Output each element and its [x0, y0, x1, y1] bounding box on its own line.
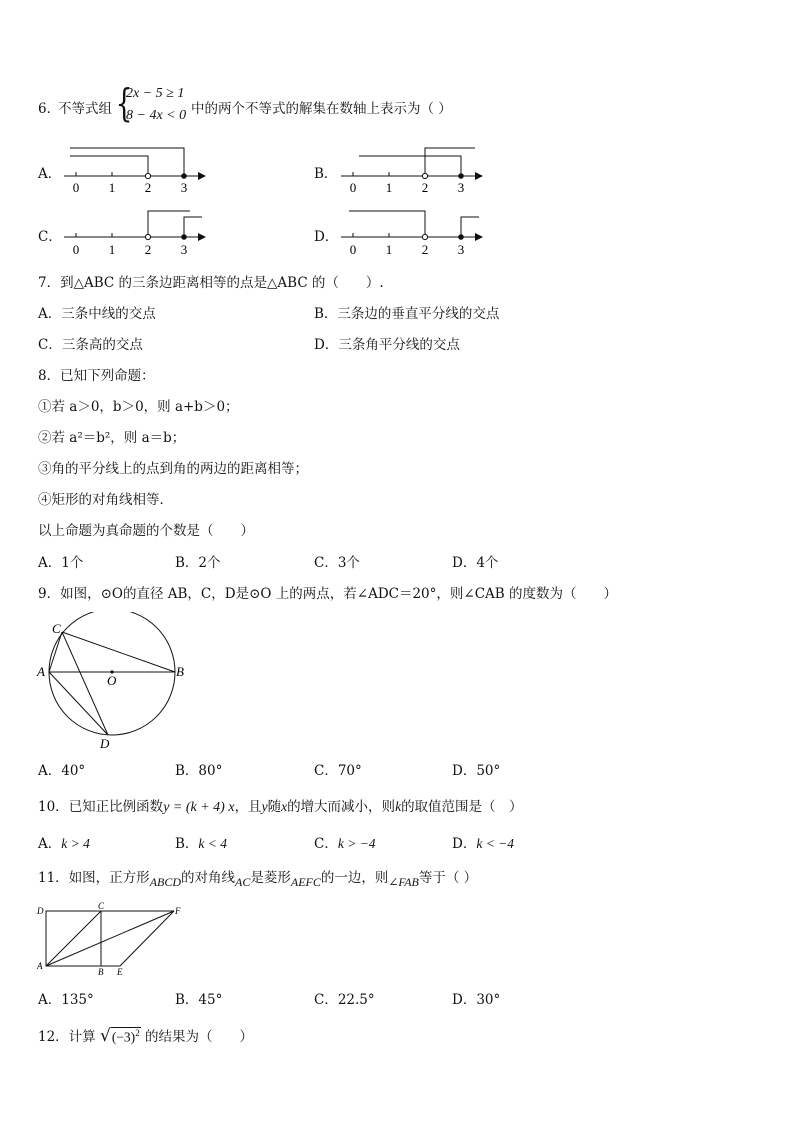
- q7-option-b[interactable]: B．三条边的垂直平分线的交点: [314, 306, 500, 322]
- tick-label: 2: [421, 242, 429, 257]
- q11-part3: 是菱形: [250, 870, 291, 886]
- q6-brace: {: [115, 81, 133, 125]
- q6-option-a-numberline: [60, 140, 210, 200]
- tick-label: 3: [180, 180, 188, 195]
- q10-part1: 已知正比例函数: [68, 799, 164, 815]
- q7-option-d[interactable]: D．三条角平分线的交点: [314, 337, 460, 353]
- q10-option-d-expr: k < −4: [476, 836, 515, 851]
- q10-y: y: [261, 799, 268, 814]
- q6-inequality-1: 2x − 5 ≥ 1: [126, 86, 185, 101]
- point-label-o: O: [107, 673, 117, 688]
- q11-part2: 的对角线: [181, 870, 236, 886]
- q9-option-b[interactable]: B．80°: [175, 763, 223, 779]
- q11-option-a[interactable]: A．135°: [38, 992, 94, 1008]
- q9-circle-figure: [34, 612, 194, 752]
- q10-part3: 随: [267, 799, 282, 815]
- tick-label: 1: [108, 242, 116, 257]
- q11-stem: [38, 866, 478, 889]
- tick-label: 0: [72, 242, 80, 257]
- tick-label: 3: [457, 180, 465, 195]
- tick-label: 0: [349, 180, 357, 195]
- tick-label: 1: [385, 242, 393, 257]
- tick-label: 3: [457, 242, 465, 257]
- q8-item-2: ②若 a²＝b²，则 a＝b；: [38, 430, 186, 446]
- tick-label: 1: [108, 180, 116, 195]
- q12-exponent: 2: [135, 1027, 140, 1038]
- q10-option-c[interactable]: [314, 832, 376, 852]
- q7-option-c[interactable]: C．三条高的交点: [38, 337, 143, 353]
- q6-option-b-label[interactable]: B．: [314, 166, 338, 182]
- q10-option-a-label: A．: [38, 836, 62, 852]
- q10-option-d-label: D．: [452, 836, 477, 852]
- q10-option-b[interactable]: [175, 832, 227, 852]
- q8-item-4: ④矩形的对角线相等．: [38, 492, 173, 508]
- q12-sqrt-expression: [100, 1026, 141, 1046]
- q10-part4: 的增大而减小，则: [287, 799, 396, 815]
- q6-option-d-label[interactable]: D．: [314, 229, 339, 245]
- q11-number: 11．: [38, 870, 69, 886]
- tick-label: 2: [144, 242, 152, 257]
- point-label-b: B: [98, 967, 104, 977]
- q9-option-c[interactable]: C．70°: [314, 763, 362, 779]
- q10-part5: 的取值范围是（ ）: [401, 799, 523, 815]
- q6-option-c-numberline: [60, 203, 210, 263]
- tick-label: 1: [385, 180, 393, 195]
- q6-option-d-numberline: [337, 203, 487, 263]
- tick-label: 0: [72, 180, 80, 195]
- q6-suffix: 中的两个不等式的解集在数轴上表示为（ ）: [191, 101, 452, 117]
- q8-item-3: ③角的平分线上的点到角的两边的距离相等；: [38, 461, 308, 477]
- point-label-e: E: [117, 967, 123, 977]
- point-label-b: B: [176, 664, 184, 679]
- q8-option-a[interactable]: A．1个: [38, 555, 84, 571]
- q11-angle: ∠FAB: [388, 875, 419, 889]
- q10-option-b-label: B．: [175, 836, 199, 852]
- q8-question: 以上命题为真命题的个数是（ ）: [38, 523, 254, 539]
- q10-option-a[interactable]: [38, 832, 90, 852]
- point-label-a: A: [37, 664, 45, 679]
- tick-label: 0: [349, 242, 357, 257]
- point-label-c: C: [98, 902, 105, 911]
- radical-sign: √: [99, 1026, 111, 1046]
- q10-option-d[interactable]: [452, 832, 514, 852]
- q11-part1: 如图，正方形: [68, 870, 150, 886]
- q10-k: k: [395, 799, 402, 814]
- q8-option-d[interactable]: D．4个: [452, 555, 499, 571]
- q8-stem: 8．已知下列命题：: [38, 368, 155, 384]
- q10-x: x: [281, 799, 288, 814]
- point-label-a: A: [37, 961, 43, 971]
- q10-option-a-expr: k > 4: [61, 836, 90, 851]
- q10-part2: ，且: [234, 799, 262, 815]
- q11-option-b[interactable]: B．45°: [175, 992, 223, 1008]
- q10-stem: [38, 795, 523, 816]
- tick-label: 2: [144, 180, 152, 195]
- q11-option-c[interactable]: C．22.5°: [314, 992, 375, 1008]
- q11-part4: 的一边，则: [320, 870, 389, 886]
- point-label-d: D: [37, 906, 44, 916]
- q11-part5: 等于（ ）: [418, 870, 478, 886]
- q6-option-c-label[interactable]: C．: [38, 229, 62, 245]
- q8-item-1: ①若 a＞0，b＞0，则 a+b＞0；: [38, 399, 239, 415]
- q6-option-a-label[interactable]: A．: [38, 166, 62, 182]
- q6-option-b-numberline: [337, 140, 487, 200]
- q9-option-d[interactable]: D．50°: [452, 763, 501, 779]
- q9-option-a[interactable]: A．40°: [38, 763, 86, 779]
- q10-number: 10．: [38, 799, 69, 815]
- q10-option-b-expr: k < 4: [198, 836, 228, 851]
- point-label-f: F: [175, 906, 181, 916]
- q10-option-c-label: C．: [314, 836, 338, 852]
- q11-aefc: AEFC: [290, 875, 321, 889]
- q7-stem: 7．到△ABC 的三条边距离相等的点是△ABC 的（ ）.: [38, 275, 384, 291]
- q10-function: y = (k + 4) x: [163, 800, 235, 815]
- q6-number: 6．: [38, 101, 61, 117]
- q12-number: 12．计算: [38, 1029, 96, 1045]
- q8-option-c[interactable]: C．3个: [314, 555, 360, 571]
- point-label-c: C: [52, 621, 61, 636]
- q6-inequality-2: 8 − 4x < 0: [126, 108, 187, 123]
- q11-option-d[interactable]: D．30°: [452, 992, 501, 1008]
- q9-stem: 9．如图，⊙O的直径 AB，C，D是⊙O 上的两点，若∠ADC＝20°，则∠CAB 的度数为（ ）: [38, 586, 617, 602]
- q11-square-rhombus-figure: [34, 902, 194, 978]
- q11-abcd: ABCD: [149, 875, 182, 889]
- q11-ac: AC: [235, 875, 251, 889]
- q12-stem: [38, 1025, 253, 1046]
- q6-prefix: 不等式组: [58, 101, 112, 117]
- tick-label: 2: [421, 180, 429, 195]
- q10-option-c-expr: k > −4: [337, 836, 376, 851]
- q7-option-a[interactable]: A．三条中线的交点: [38, 306, 156, 322]
- q12-radicand: (−3): [111, 1029, 136, 1044]
- q8-option-b[interactable]: B．2个: [175, 555, 221, 571]
- tick-label: 3: [180, 242, 188, 257]
- point-label-d: D: [100, 736, 110, 751]
- q12-suffix: 的结果为（ ）: [144, 1029, 253, 1045]
